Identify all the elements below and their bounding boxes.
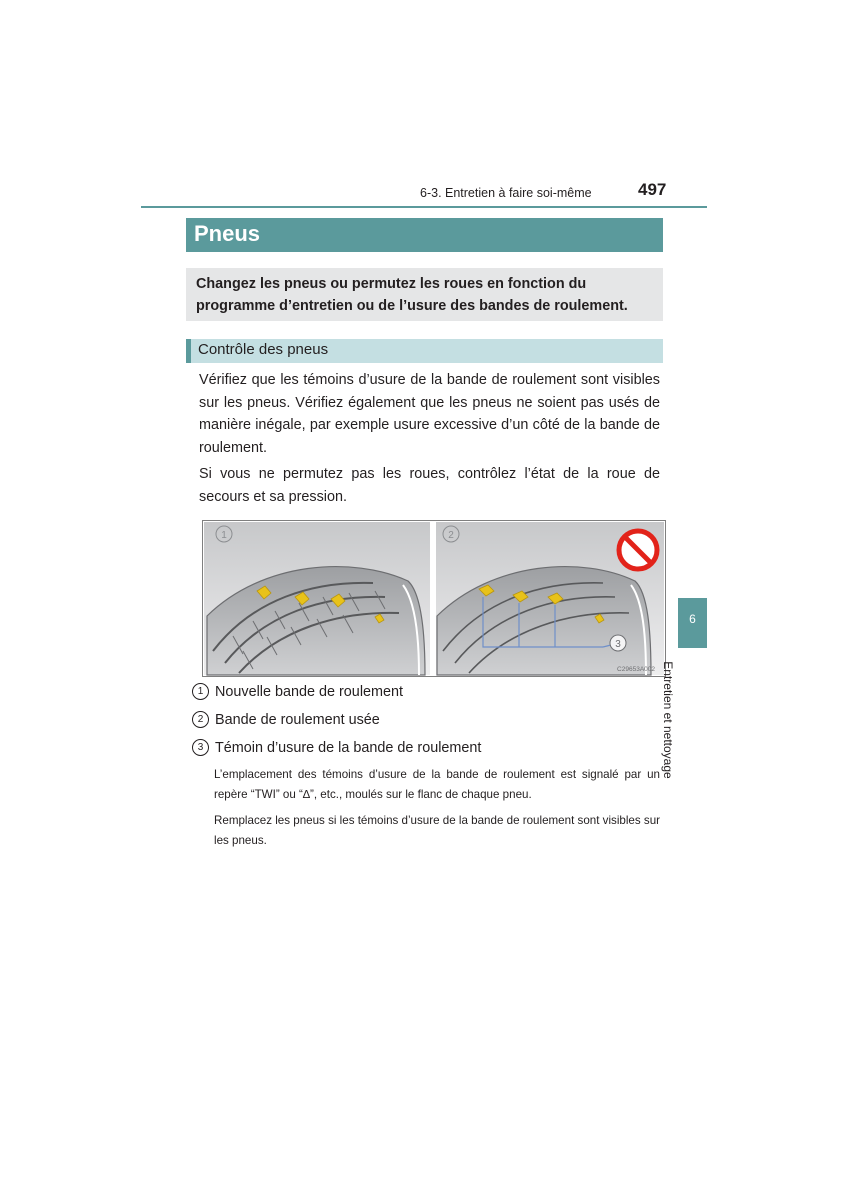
new-tread-panel <box>204 522 430 675</box>
chapter-tab <box>678 598 707 648</box>
legend-item-1 <box>192 682 403 702</box>
legend-item-2 <box>192 710 380 730</box>
legend-number-2: 2 <box>192 711 209 728</box>
legend-label-2: Bande de roulement usée <box>215 712 380 728</box>
prohibition-icon <box>619 531 657 569</box>
intro-box <box>186 268 663 321</box>
paragraph-1: Vérifiez que les témoins d’usure de la bande de roulement sont visibles sur les pneus. Vérifiez également que les pneus ne soient pas usés de manière inégale, par exemple usure excessive d’un côté de la bande de roulement. <box>199 372 660 456</box>
image-code: C29653A002 <box>617 666 655 673</box>
page-title: Pneus <box>194 221 261 246</box>
panel-1-marker-label: 1 <box>221 530 227 541</box>
legend-number-1: 1 <box>192 683 209 700</box>
chapter-number: 6 <box>689 612 696 626</box>
legend-number-3: 3 <box>192 739 209 756</box>
panel-2-marker-label: 2 <box>448 530 454 541</box>
header-rule <box>141 206 707 208</box>
note-2: Remplacez les pneus si les témoins d’usure de la bande de roulement sont visibles sur les pneus. <box>214 814 660 847</box>
chapter-label: Entretien et nettoyage <box>661 661 675 779</box>
header-section-title: 6-3. Entretien à faire soi-même <box>420 186 592 200</box>
subsection-title: Contrôle des pneus <box>198 341 329 358</box>
tire-wear-illustration <box>202 520 666 677</box>
legend-item-3 <box>192 738 481 758</box>
callout-3-marker-label: 3 <box>615 639 621 650</box>
page-number: 497 <box>638 180 667 199</box>
note-1: L’emplacement des témoins d’usure de la bande de roulement est signalé par un repère “TWI” ou “∆”, etc., moulés sur le flanc de chaque pneu. <box>214 768 660 801</box>
legend-label-3: Témoin d’usure de la bande de roulement <box>215 740 482 756</box>
intro-text: Changez les pneus ou permutez les roues en fonction du programme d’entretien ou de l’usure des bandes de roulement. <box>196 276 628 314</box>
worn-tread-panel <box>436 522 664 675</box>
legend-label-1: Nouvelle bande de roulement <box>215 684 404 700</box>
paragraph-2: Si vous ne permutez pas les roues, contrôlez l’état de la roue de secours et sa pression. <box>199 466 660 505</box>
title-bar <box>186 218 663 252</box>
subsection-accent <box>186 339 191 363</box>
tire-illustration-svg <box>203 521 665 676</box>
subsection-header <box>186 339 663 363</box>
